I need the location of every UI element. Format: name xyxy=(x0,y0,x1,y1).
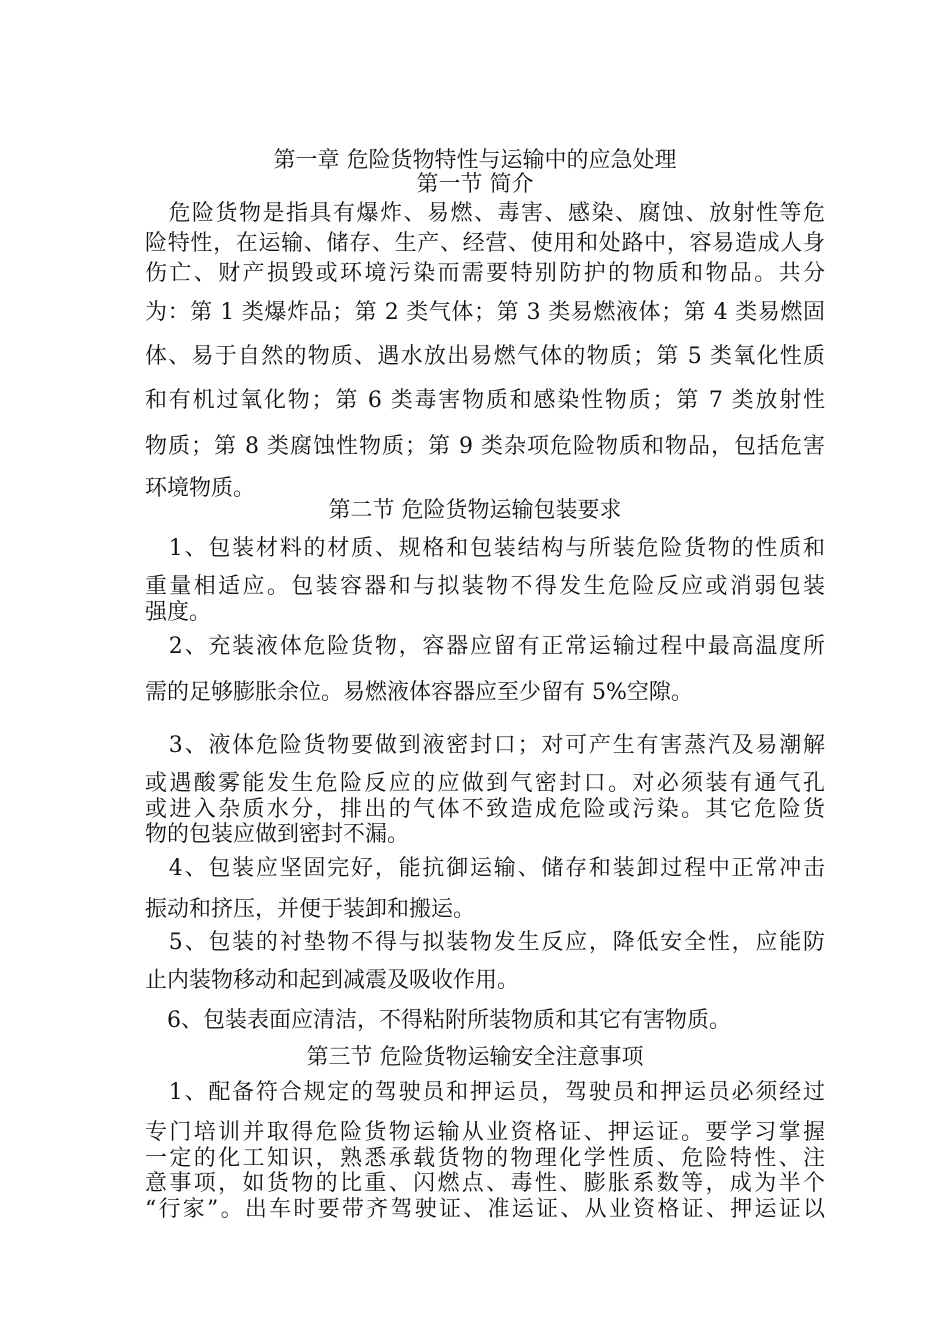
section-3-title: 第三节 危险货物运输安全注意事项 xyxy=(306,1045,644,1070)
section-1-line: 为：第 1 类爆炸品；第 2 类气体；第 3 类易燃液体；第 4 类易燃固 xyxy=(145,300,825,325)
section-2-line: 6、包装表面应清洁，不得粘附所装物质和其它有害物质。 xyxy=(145,1008,731,1033)
section-2-line: 1、包装材料的材质、规格和包装结构与所装危险货物的性质和 xyxy=(145,536,825,561)
section-1-title: 第一节 简介 xyxy=(416,172,534,197)
section-1-line: 物质；第 8 类腐蚀性物质；第 9 类杂项危险物质和物品，包括危害 xyxy=(145,434,825,459)
section-3-line: 1、配备符合规定的驾驶员和押运员，驾驶员和押运员必须经过 xyxy=(145,1080,825,1105)
section-2-line: 振动和挤压，并便于装卸和搬运。 xyxy=(145,897,476,922)
section-3-line: 一定的化工知识，熟悉承载货物的物理化学性质、危险特性、注 xyxy=(145,1146,825,1171)
section-1-line: 和有机过氧化物；第 6 类毒害物质和感染性物质；第 7 类放射性 xyxy=(145,388,825,413)
section-2-line: 或遇酸雾能发生危险反应的应做到气密封口。对必须装有通气孔 xyxy=(145,771,825,796)
section-2-line: 2、充装液体危险货物，容器应留有正常运输过程中最高温度所 xyxy=(145,634,825,659)
section-1-line: 险特性，在运输、储存、生产、经营、使用和处路中，容易造成人身 xyxy=(145,231,825,256)
section-2-line: 强度。 xyxy=(145,600,212,625)
section-2-line: 或进入杂质水分，排出的气体不致造成危险或污染。其它危险货 xyxy=(145,797,825,822)
section-1-line: 环境物质。 xyxy=(145,476,256,501)
section-2-line: 4、包装应坚固完好，能抗御运输、储存和装卸过程中正常冲击 xyxy=(145,856,825,881)
section-1-line: 伤亡、财产损毁或环境污染而需要特别防护的物质和物品。共分 xyxy=(145,261,825,286)
chapter-title: 第一章 危险货物特性与运输中的应急处理 xyxy=(273,148,677,173)
section-2-line: 3、液体危险货物要做到液密封口；对可产生有害蒸汽及易潮解 xyxy=(145,733,825,758)
section-1-line: 危险货物是指具有爆炸、易燃、毒害、感染、腐蚀、放射性等危 xyxy=(145,201,825,226)
section-3-line: 专门培训并取得危险货物运输从业资格证、押运证。要学习掌握 xyxy=(145,1120,825,1145)
section-3-line: “行家”。出车时要带齐驾驶证、准运证、从业资格证、押运证以 xyxy=(145,1197,825,1222)
section-2-line: 需的足够膨胀余位。易燃液体容器应至少留有 5%空隙。 xyxy=(145,680,693,705)
section-2-line: 物的包装应做到密封不漏。 xyxy=(145,822,410,847)
section-2-title: 第二节 危险货物运输包装要求 xyxy=(328,498,622,523)
section-2-line: 5、包装的衬垫物不得与拟装物发生反应，降低安全性，应能防 xyxy=(145,930,825,955)
section-2-line: 重量相适应。包装容器和与拟装物不得发生危险反应或消弱包装 xyxy=(145,574,825,599)
section-3-line: 意事项，如货物的比重、闪燃点、毒性、膨胀系数等，成为半个 xyxy=(145,1171,825,1196)
section-1-line: 体、易于自然的物质、遇水放出易燃气体的物质；第 5 类氧化性质 xyxy=(145,344,825,369)
section-2-line: 止内装物移动和起到减震及吸收作用。 xyxy=(145,968,520,993)
